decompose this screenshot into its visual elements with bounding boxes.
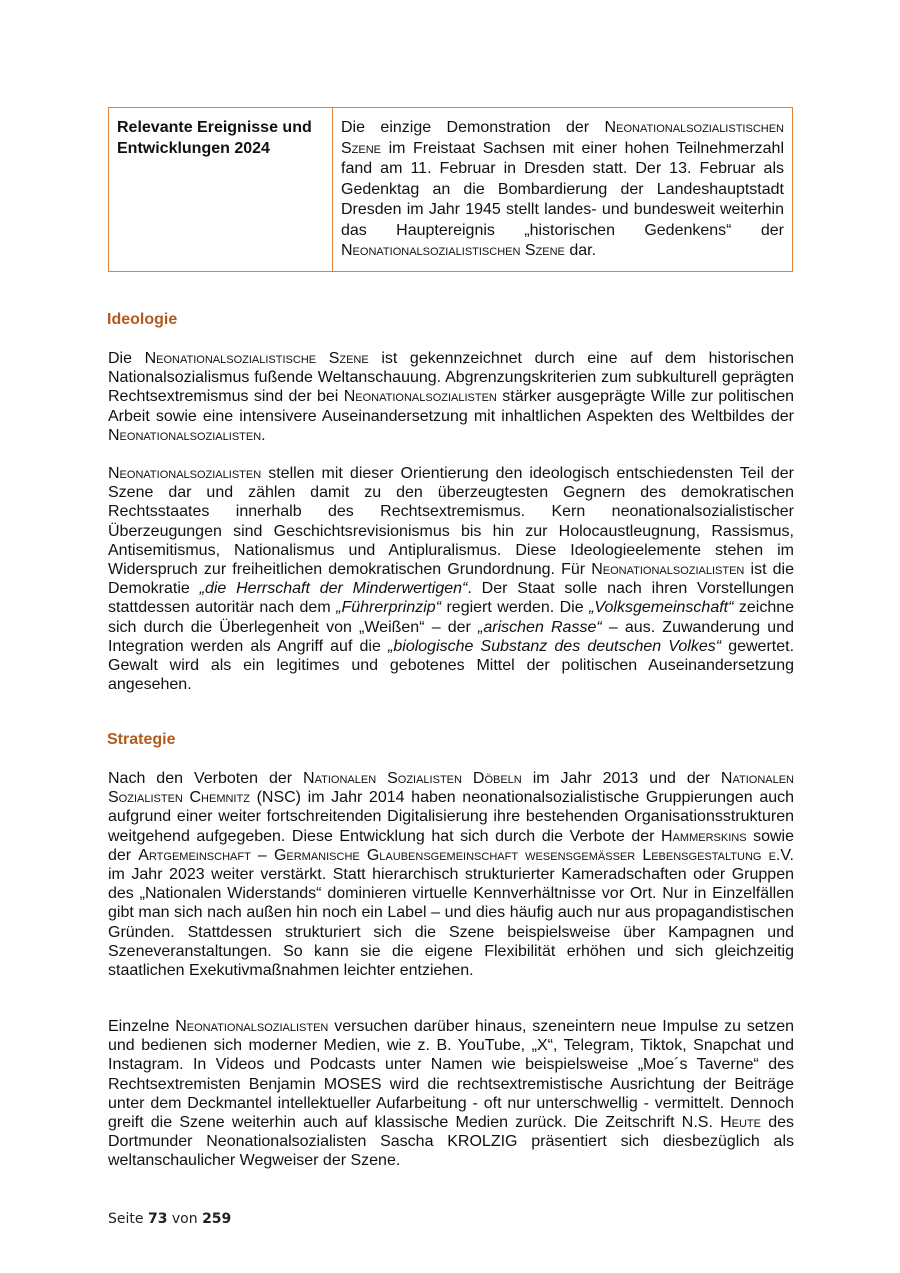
heading-ideologie: Ideologie — [107, 311, 178, 328]
text-run: gewertet. Gewalt wird als ein legitimes und gebotenes Mittel der politischen Auseinandersetzung angesehen. — [108, 637, 795, 694]
text-run: (NSC) im Jahr 2014 haben neonationalsozialistische Gruppierungen auch aufgrund einer weiter fortschreitenden Digitalisierung ihre bestehenden Organisationsstrukturen weitgehend aufgegeben. Diese Entwicklung hat sich durch die Verbote der — [108, 789, 795, 845]
organization-name: Nationalen Sozialisten Döbeln — [303, 770, 522, 787]
publication-name: N.S. Heute — [681, 1114, 761, 1132]
page-number: 73 — [147, 1211, 168, 1227]
organization-name: Artgemeinschaft – Germanische Glaubensgemeinschaft wesensgemäßer Lebensgestaltung e.V. — [138, 846, 795, 864]
scene-name: Neonationalsozialisten — [108, 465, 262, 482]
scene-name: Neonationalsozialistischen Szene — [341, 242, 565, 259]
footer-middle: von — [167, 1211, 203, 1227]
scene-name: Neonationalsozialistischen Szene — [341, 119, 784, 157]
scene-name: Neonationalsozialisten — [591, 561, 745, 579]
text-run: im Freistaat Sachsen mit einer hohen Teilnehmerzahl fand am 11. Februar in Dresden statt. Der 13. Februar als Gedenktag an die Bombardierung der Landeshauptstadt Dresden im Jahr 1945 stellt landes- und bundesweit weiterhin das Hauptereignis „historischen Gedenkens“ der — [341, 139, 784, 239]
text-run: . — [261, 426, 266, 444]
text-run: ist gekennzeichnet durch eine auf dem historischen Nationalsozialismus fußende Weltanschauung. Abgrenzungskriterien zum subkulturell geprägten Rechtsextremismus sind der bei — [108, 350, 795, 406]
quote-italic: „arischen Rasse“ — [478, 618, 602, 636]
quote-italic: „die Herrschaft der Minderwertigen“ — [199, 580, 468, 598]
quote-italic: „Volksgemeinschaft“ — [589, 599, 734, 617]
text-run: im Jahr 2023 weiter verstärkt. Statt hierarchisch strukturierter Kameradschaften oder Gruppen des „Nationalen Widerstands“ dominieren virtuelle Kennverhältnisse vor Ort. Nur in Einzelfällen gibt man sich nach außen hin noch ein Label – und dies häufig auch nur aus propagandistischen Gründen. Stattdessen strukturiert sich die Szene beispielsweise über Kampagnen und Szeneveranstaltungen. So kann sie die eigene Flexibilität erhöhen und sich gleichzeitig staatlichen Exekutivmaßnahmen leichter entziehen. — [108, 866, 794, 980]
text-run: im Jahr 2013 und der — [521, 770, 721, 787]
text-run: sowie der — [108, 827, 794, 864]
text-run: zeichne sich durch die Überlegenheit von „Weißen“ – der — [108, 599, 795, 636]
text-run: – aus. Zuwanderung und Integration werden als Angriff auf die — [108, 618, 794, 655]
footer-prefix: Seite — [108, 1211, 148, 1227]
ideologie-paragraph-2 — [108, 464, 794, 694]
strategie-paragraph-2 — [108, 1017, 794, 1171]
text-run: Einzelne — [108, 1018, 176, 1035]
text-run: stellen mit dieser Orientierung den ideologisch entschiedensten Teil der Szene dar und zählen damit zu den überzeugtesten Gegnern des demokratischen Rechtsstaates innerhalb des Rechtsextremismus. Kern neonationalsozialistischer Überzeugungen sind Geschichtsrevisionismus bis hin zur Holocaustleugnung, Rassismus, Antisemitismus, Nationalismus und Antipluralismus. Diese Ideologieelemente stehen im Widerspruch zur freiheitlichen demokratischen Grundordnung. Für — [108, 465, 794, 579]
organization-name: Nationalen Sozialisten Chemnitz — [108, 770, 794, 807]
page-footer — [108, 1211, 231, 1227]
text-run: stärker ausgeprägte Wille zur politischen Arbeit sowie eine intensivere Auseinandersetzung mit inhaltlichen Aspekten des Weltbildes der — [108, 388, 794, 425]
text-run: Die einzige Demonstration der — [341, 119, 605, 136]
heading-strategie: Strategie — [107, 731, 176, 748]
text-run: des Dortmunder Neonationalsozialisten Sascha KROLZIG präsentiert sich diesbezüglich als weltanschaulicher Wegweiser der Szene. — [108, 1114, 794, 1170]
ideologie-paragraph-1 — [108, 349, 794, 445]
organization-name: Hammerskins — [661, 827, 747, 845]
scene-name: Neonationalsozialisten — [175, 1018, 329, 1035]
scene-name: Neonationalsozialistische Szene — [144, 350, 369, 367]
text-run: versuchen darüber hinaus, szeneintern neue Impulse zu setzen und bedienen sich moderner Medien, wie z. B. YouTube, „X“, Telegram, Tiktok, Snapchat und Instagram. In Videos und Podcasts unter Namen wie beispielsweise „Moe´s Taverne“ des Rechtsextremisten Benjamin MOSES wird die rechtsextremistische Ausrichtung der Beiträge unter dem Deckmantel intellektueller Aufarbeitung - oft nur unterschwellig - vermittelt. Dennoch greift die Szene weiterhin auch auf klassische Medien zurück. Die Zeitschrift — [108, 1018, 795, 1132]
quote-italic: „Führerprinzip“ — [336, 599, 442, 617]
text-run: . Der Staat solle nach ihren Vorstellungen stattdessen autoritär nach dem — [108, 580, 795, 617]
text-run: regiert werden. Die — [441, 599, 590, 617]
text-run: dar. — [564, 242, 597, 259]
text-run: Die — [108, 350, 145, 367]
total-pages: 259 — [202, 1211, 232, 1227]
events-table — [108, 107, 793, 272]
events-table-text — [333, 108, 792, 271]
scene-name: Neonationalsozialisten — [343, 388, 497, 406]
text-run: ist die Demokratie — [108, 561, 794, 598]
strategie-paragraph-1 — [108, 769, 794, 980]
text-run: Nach den Verboten der — [108, 770, 304, 787]
events-table-label: Relevante Ereignisse und Entwicklungen 2024 — [109, 108, 333, 271]
quote-italic: „biologische Substanz des deutschen Volkes“ — [388, 637, 722, 655]
scene-name: Neonationalsozialisten — [108, 426, 262, 444]
